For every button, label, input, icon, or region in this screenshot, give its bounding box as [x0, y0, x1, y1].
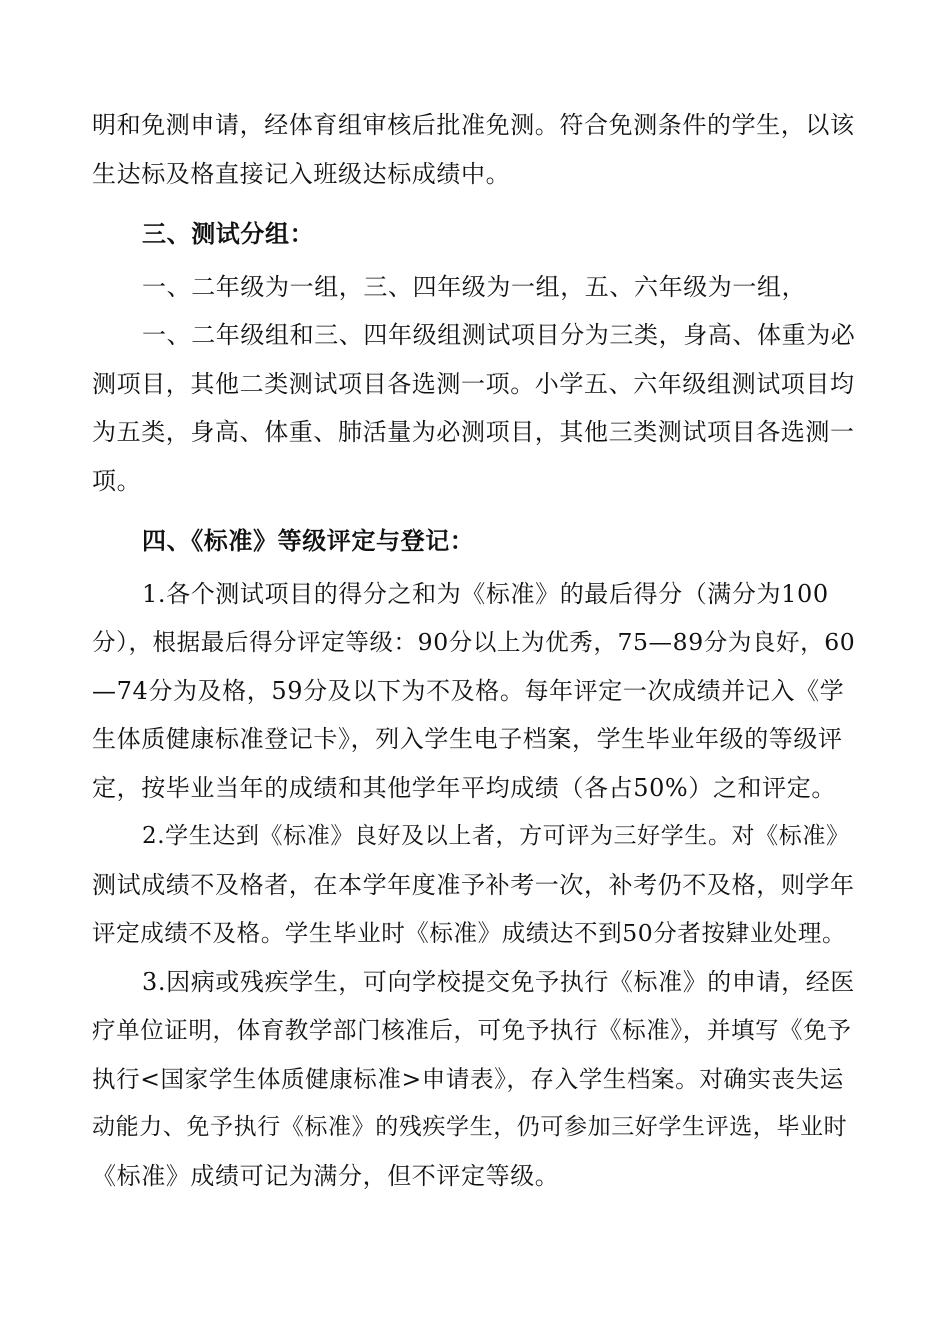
paragraph-line: 分），根据最后得分评定等级：90分以上为优秀，75—89分为良好，60: [92, 628, 856, 656]
paragraph-line: 3.因病或残疾学生，可向学校提交免予执行《标准》的申请，经医: [142, 967, 855, 996]
paragraph-line: 定，按毕业当年的成绩和其他学年平均成绩（各占50%）之和评定。: [92, 773, 836, 802]
paragraph-line: 一、二年级组和三、四年级组测试项目分为三类，身高、体重为必: [142, 321, 856, 349]
paragraph-line: 1.各个测试项目的得分之和为《标准》的最后得分（满分为100: [142, 579, 829, 608]
paragraph-line: 执行<国家学生体质健康标准>申请表》，存入学生档案。对确实丧失运: [92, 1064, 844, 1093]
paragraph-line: 生达标及格直接记入班级达标成绩中。: [92, 159, 511, 188]
paragraph-line: 疗单位证明，体育教学部门核准后，可免予执行《标准》，并填写《免予: [92, 1016, 852, 1044]
paragraph-line: 一、二年级为一组，三、四年级为一组，五、六年级为一组，: [142, 272, 807, 301]
section-heading-testing-groups: 三、测试分组：: [142, 219, 315, 248]
paragraph-line: 项。: [92, 466, 142, 495]
paragraph-line: 明和免测申请，经体育组审核后批准免测。符合免测条件的学生，以该: [92, 111, 855, 139]
paragraph-line: 测试成绩不及格者，在本学年度准予补考一次，补考仍不及格，则学年: [92, 870, 855, 899]
paragraph-line: 测项目，其他二类测试项目各选测一项。小学五、六年级组测试项目均: [92, 369, 855, 398]
paragraph-line: 2.学生达到《标准》良好及以上者，方可评为三好学生。对《标准》: [142, 823, 850, 849]
paragraph-line: 动能力、免予执行《标准》的残疾学生，仍可参加三好学生评选，毕业时: [92, 1114, 848, 1140]
paragraph-line: 为五类，身高、体重、肺活量为必测项目，其他三类测试项目各选测一: [92, 418, 855, 446]
paragraph-line: —74分为及格，59分及以下为不及格。每年评定一次成绩并记入《学: [92, 676, 845, 705]
document-body: [92, 101, 858, 1200]
paragraph-line: 生体质健康标准登记卡》，列入学生电子档案，学生毕业年级的等级评: [92, 725, 843, 753]
section-heading-grading: 四、《标准》等级评定与登记：: [142, 526, 475, 555]
paragraph-line: 评定成绩不及格。学生毕业时《标准》成绩达不到50分者按肄业处理。: [92, 919, 847, 947]
paragraph-line: 《标准》成绩可记为满分，但不评定等级。: [92, 1161, 560, 1190]
